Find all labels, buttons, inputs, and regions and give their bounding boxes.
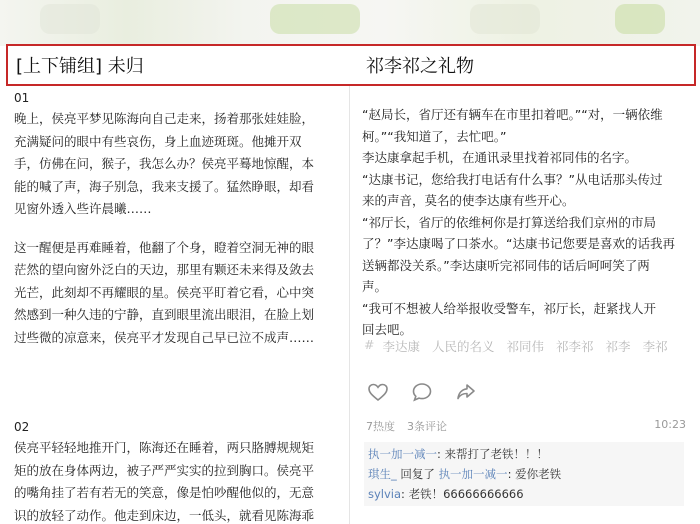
band-decoration [40,4,100,34]
story-paragraph: “祁厅长，省厅的依维柯你是打算送给我们京州的市局 了？”李达康喝了口茶水。“达康书记您要是喜欢的话我再 送辆都没关系。”李达康听完祁同伟的话后呵呵笑了两 声。 [362,214,675,294]
tag-item[interactable]: 李达康 [382,339,420,354]
heart-icon[interactable] [366,380,390,404]
right-post-body [362,104,686,341]
tag-item[interactable]: 祁李祁 [556,339,594,354]
comment-item: 琪生_ 回复了 执一加一减一: 爱你老铁 [368,467,562,481]
comment-user[interactable]: sylvia [368,487,402,501]
column-divider [349,46,350,524]
comment-item: sylvia: 老铁！66666666666 [368,487,524,501]
story-paragraph: 这一醒便是再难睡着，他翻了个身，瞪着空洞无神的眼 茫然的望向窗外泛白的天边，那里有颗还未来得及敛去 光芒，此刻却不再耀眼的星。侯亮平盯着它看，心中突 然感到一种久违的宁静，直到眼里流出眼泪，在脸上划 过些微的凉意来，侯亮平才发现自己早已泣不成声…… [14,239,315,345]
heat-count[interactable]: 7热度 [366,420,395,433]
reply-target-user[interactable]: 执一加一减一 [438,467,508,481]
comment-bubble-icon[interactable] [410,380,434,404]
tag-list [364,337,668,355]
top-decorative-band [0,0,700,46]
left-post-title[interactable]: [上下铺组] 未归 [16,56,144,77]
tag-item[interactable]: 祁李 [605,339,631,354]
post-time: 10:23 [654,418,686,431]
post-stats [366,418,447,434]
tag-item[interactable]: 祁同伟 [506,339,545,354]
hash-icon: # [364,337,375,352]
comment-text: 爱你老铁 [515,467,562,481]
comment-count[interactable]: 3条评论 [407,420,447,433]
comment-text: 来帮打了老铁！！！ [444,447,549,461]
story-paragraph: 晚上，侯亮平梦见陈海向自己走来，扬着那张娃娃脸， 充满疑问的眼中有些哀伤，身上血迹斑斑。他摊开双 手，仿佛在问，猴子，我怎么办？侯亮平蓦地惊醒，本 能的喊了声，海子别急，我来支援了。猛然睁眼，却看 见窗外透入些许晨曦…… [14,111,315,216]
section-number: 02 [14,420,30,434]
title-highlight-frame [6,44,696,86]
comment-item: 执一加一减一: 来帮打了老铁！！！ [368,447,549,461]
section-number: 01 [14,91,30,105]
story-paragraph: “达康书记，您给我打电话有什么事？”从电话那头传过 来的声音，莫名的使李达康有些开心。 [362,171,663,208]
story-paragraph: 李达康拿起手机，在通讯录里找着祁同伟的名字。 [362,150,638,165]
comment-text: 老铁！66666666666 [408,487,524,501]
left-post-body [14,88,332,524]
comment-list [364,442,684,506]
right-post-title[interactable]: 祁李祁之礼物 [366,56,474,77]
tag-item[interactable]: 人民的名义 [432,339,495,354]
story-paragraph: 侯亮平轻轻地推开门，陈海还在睡着，两只胳膊规规矩 矩的放在身体两边，被子严严实实的拉到胸口。侯亮平 的嘴角挂了若有若无的笑意，像是怕吵醒他似的，无意 识的放轻了动作。他走到床边，一低头，就看见陈海乖 [14,440,315,523]
post-actions [366,380,478,404]
comment-user[interactable]: 琪生_ [368,467,397,481]
comment-user[interactable]: 执一加一减一 [368,447,437,461]
tag-item[interactable]: 李祁 [642,339,668,354]
band-decoration [470,4,540,34]
share-arrow-icon[interactable] [454,380,478,404]
story-paragraph: “我可不想被人给举报收受警车，祁厅长，赶紧找人开 回去吧。 [362,300,656,337]
story-paragraph: “赵局长，省厅还有辆车在市里扣着吧。”“对，一辆依维 柯。”“我知道了，去忙吧。” [362,107,663,144]
band-decoration [270,4,360,34]
band-decoration [615,4,665,34]
